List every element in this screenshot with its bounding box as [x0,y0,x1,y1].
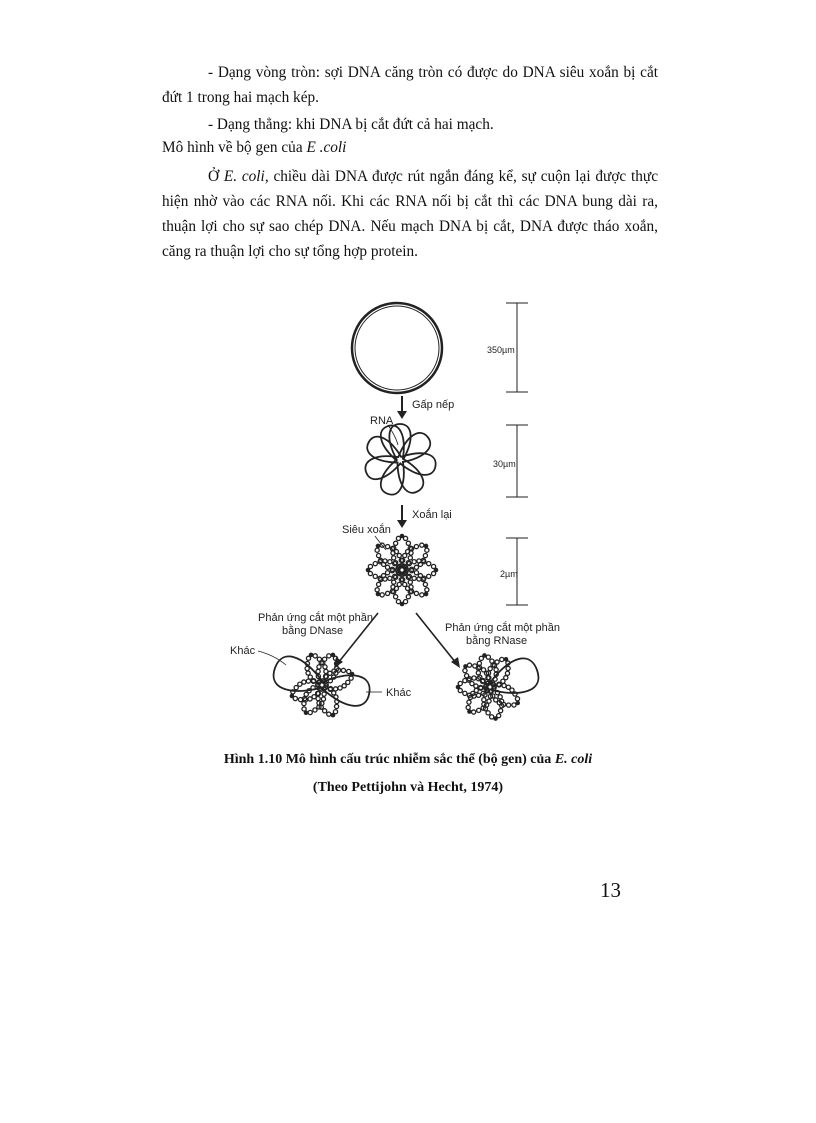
label-coiling: Xoắn lại [412,509,452,521]
body-text: , chiều dài DNA được rút ngắn đáng kể, sự cuộn lại được thực hiện nhờ vào các RNA nối. Khi các RNA nối bị cắt thì các DNA bung dài ra, thuận lợi cho sự sao chép DNA. Nếu mạch DNA bị cắt, DNA được tháo xoắn, căng ra thuận lợi cho sự tổng hợp protein. [162,168,659,260]
scale-label-2: 2µm [500,569,518,579]
heading-species: E .coli [306,139,347,156]
paragraph-linear-form: - Dạng thẳng: khi DNA bị cắt đứt cả hai mạch. [208,116,494,133]
label-dnase-1: Phản ứng cắt một phần [258,612,373,624]
scale-label-30: 30µm [493,459,516,469]
section-heading [162,139,346,157]
arrow-coiling [397,505,407,528]
relaxed-dna-circle [352,303,442,393]
label-dnase-2: bằng DNase [282,625,344,637]
scale-label-350: 350µm [487,345,515,355]
dnase-result-structure [274,653,370,718]
caption-prefix: Hình 1.10 Mô hình cấu trúc nhiễm sắc thể (bộ gen) của [223,752,555,767]
arrow-folding [397,396,407,419]
ecoli-chromosome-figure [210,295,600,745]
label-other-2: Khác [386,687,412,699]
label-rnase-2: bằng RNase [466,635,528,647]
heading-text: Mô hình về bộ gen của [162,139,307,156]
supercoiled-rosette [366,534,439,607]
body-species: E. coli [223,168,265,185]
label-supercoil: Siêu xoắn [342,524,391,536]
label-folding: Gấp nếp [412,399,455,411]
figure-citation: (Theo Pettijohn và Hecht, 1974) [312,780,504,795]
label-other-1: Khác [230,645,256,657]
figure-caption [0,752,816,768]
rnase-result-structure [456,653,539,721]
label-rna: RNA [370,415,394,427]
paragraph-ecoli-model [162,164,658,264]
folded-dna-loops [365,424,435,495]
page-number: 13 [600,878,621,902]
label-rnase-1: Phản ứng cắt một phần [445,622,560,634]
caption-species: E. coli [554,752,593,767]
paragraph-circular-form: - Dạng vòng tròn: sợi DNA căng tròn có được do DNA siêu xoắn bị cắt đứt 1 trong hai mạch kép. [162,64,658,106]
body-prefix: Ở [208,168,224,185]
